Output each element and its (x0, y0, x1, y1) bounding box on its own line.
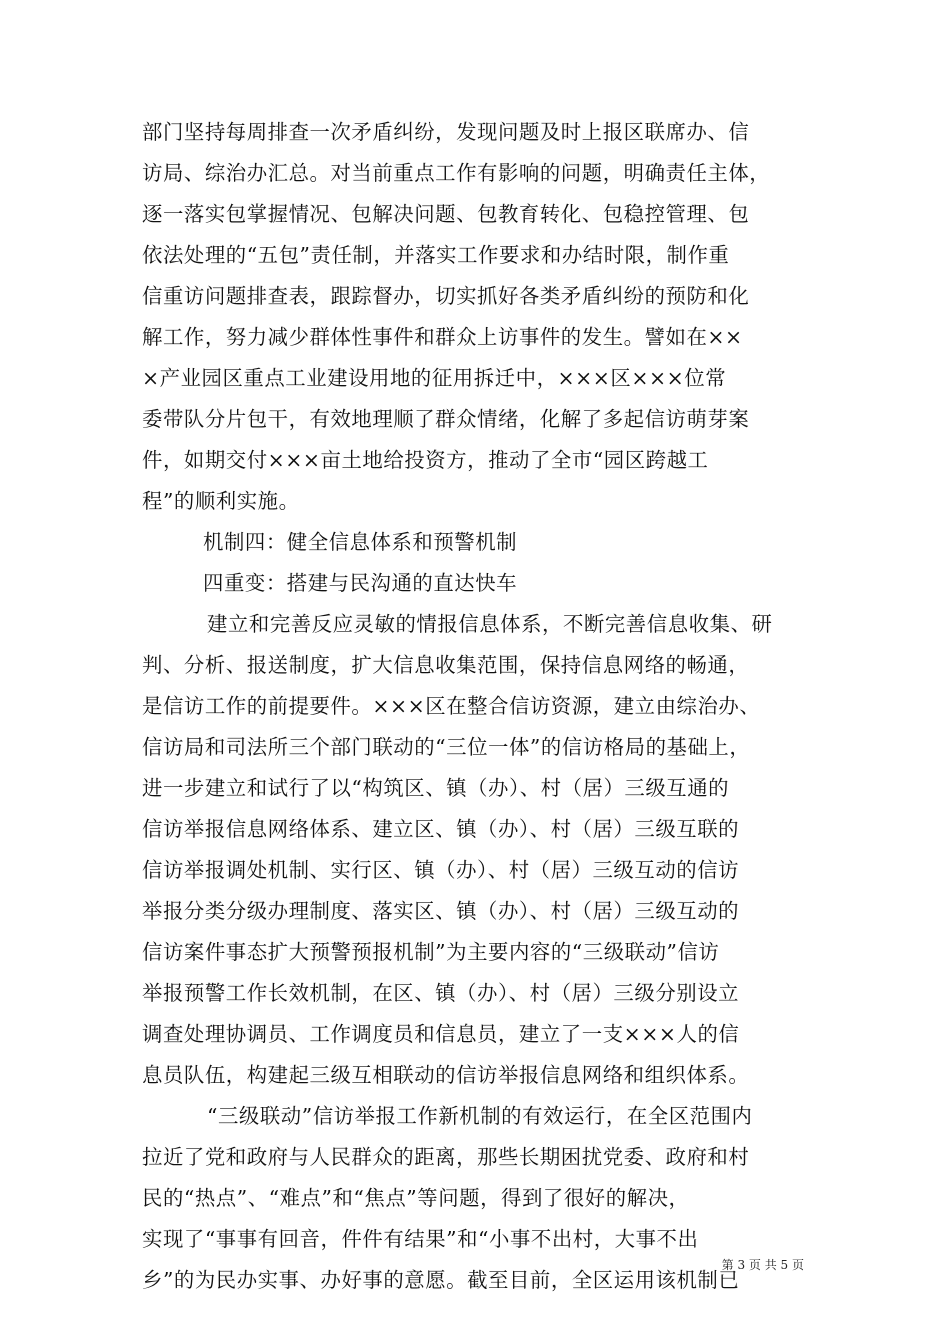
page-number-footer: 第 3 页 共 5 页 (721, 1258, 804, 1272)
text-line: 调查处理协调员、工作调度员和信息员，建立了一支×××人的信 (142, 1022, 740, 1046)
text-line: 实现了“事事有回音，件件有结果”和“小事不出村，大事不出 (142, 1227, 699, 1251)
text-line: “三级联动”信访举报工作新机制的有效运行，在全区范围内 (207, 1104, 753, 1128)
text-line: 部门坚持每周排查一次矛盾纠纷，发现问题及时上报区联席办、信 (142, 120, 750, 144)
text-line: 逐一落实包掌握情况、包解决问题、包教育转化、包稳控管理、包 (142, 202, 750, 226)
text-line: 信访案件事态扩大预警预报机制”为主要内容的“三级联动”信访 (142, 940, 720, 964)
document-body (142, 112, 822, 1301)
text-line: 乡”的为民办实事、办好事的意愿。截至目前，全区运用该机制已 (142, 1268, 740, 1292)
text-line: 信访举报信息网络体系、建立区、镇（办）、村（居）三级互联的 (142, 817, 740, 841)
text-line: 进一步建立和试行了以“构筑区、镇（办）、村（居）三级互通的 (142, 776, 730, 800)
text-line: 判、分析、报送制度，扩大信息收集范围，保持信息网络的畅通， (142, 653, 750, 677)
text-line: 民的“热点”、“难点”和“焦点”等问题，得到了很好的解决， (142, 1186, 690, 1210)
text-line: 信访局和司法所三个部门联动的“三位一体”的信访格局的基础上， (142, 735, 751, 759)
text-line: 拉近了党和政府与人民群众的距离，那些长期困扰党委、政府和村 (142, 1145, 750, 1169)
text-line: 建立和完善反应灵敏的情报信息体系，不断完善信息收集、研 (207, 612, 773, 636)
text-line: 解工作，努力减少群体性事件和群众上访事件的发生。譬如在×× (142, 325, 743, 349)
section-heading: 四重变：搭建与民沟通的直达快车 (203, 571, 518, 595)
text-line: 依法处理的“五包”责任制，并落实工作要求和办结时限，制作重 (142, 243, 730, 267)
text-line: 是信访工作的前提要件。×××区在整合信访资源，建立由综治办、 (142, 694, 761, 718)
text-line: 委带队分片包干，有效地理顺了群众情绪，化解了多起信访萌芽案 (142, 407, 750, 431)
text-line: 信重访问题排查表，跟踪督办，切实抓好各类矛盾纠纷的预防和化 (142, 284, 750, 308)
text-line: ×产业园区重点工业建设用地的征用拆迁中，×××区×××位常 (142, 366, 727, 390)
text-line: 息员队伍，构建起三级互相联动的信访举报信息网络和组织体系。 (142, 1063, 750, 1087)
text-line: 程”的顺利实施。 (142, 489, 300, 513)
text-line: 信访举报调处机制、实行区、镇（办）、村（居）三级互动的信访 (142, 858, 740, 882)
text-line: 举报预警工作长效机制，在区、镇（办）、村（居）三级分别设立 (142, 981, 740, 1005)
text-line: 件，如期交付×××亩土地给投资方，推动了全市“园区跨越工 (142, 448, 709, 472)
text-line: 访局、综治办汇总。对当前重点工作有影响的问题，明确责任主体， (142, 161, 771, 185)
text-line: 举报分类分级办理制度、落实区、镇（办）、村（居）三级互动的 (142, 899, 740, 923)
section-heading: 机制四：健全信息体系和预警机制 (203, 530, 518, 554)
